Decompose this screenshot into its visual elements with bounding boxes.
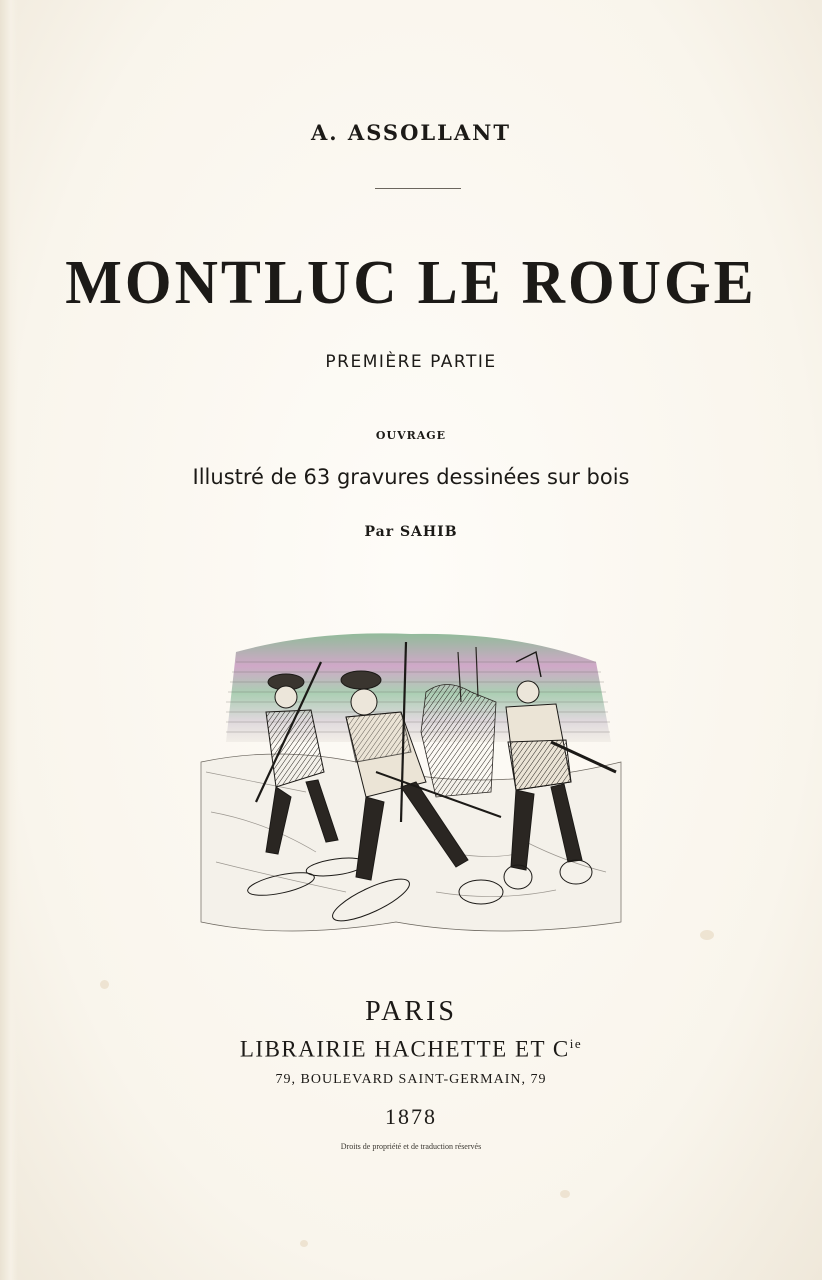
publisher-main: LIBRAIRIE HACHETTE ET C xyxy=(239,1036,570,1062)
foxing-spot xyxy=(560,1190,570,1198)
book-title: MONTLUC LE ROUGE xyxy=(65,247,757,317)
engraving-illustration xyxy=(196,622,626,940)
illustration-note: Illustré de 63 gravures dessinées sur bois xyxy=(192,465,630,489)
publisher-name xyxy=(0,1036,822,1063)
divider-rule xyxy=(375,188,461,189)
rights-notice: Droits de propriété et de traduction réservés xyxy=(340,1142,482,1151)
publisher-address: 79, BOULEVARD SAINT-GERMAIN, 79 xyxy=(275,1072,547,1087)
foxing-spot xyxy=(100,980,109,989)
foxing-spot xyxy=(700,930,714,940)
illustrator-credit: Par SAHIB xyxy=(364,524,458,540)
publication-year: 1878 xyxy=(385,1104,437,1129)
spine-edge xyxy=(0,0,18,1280)
author-name: A. ASSOLLANT xyxy=(310,120,512,145)
work-label: OUVRAGE xyxy=(375,429,447,442)
publication-city: PARIS xyxy=(365,996,457,1027)
publisher-suffix: ie xyxy=(569,1036,583,1051)
foxing-spot xyxy=(300,1240,308,1247)
book-subtitle: PREMIÈRE PARTIE xyxy=(325,352,497,372)
